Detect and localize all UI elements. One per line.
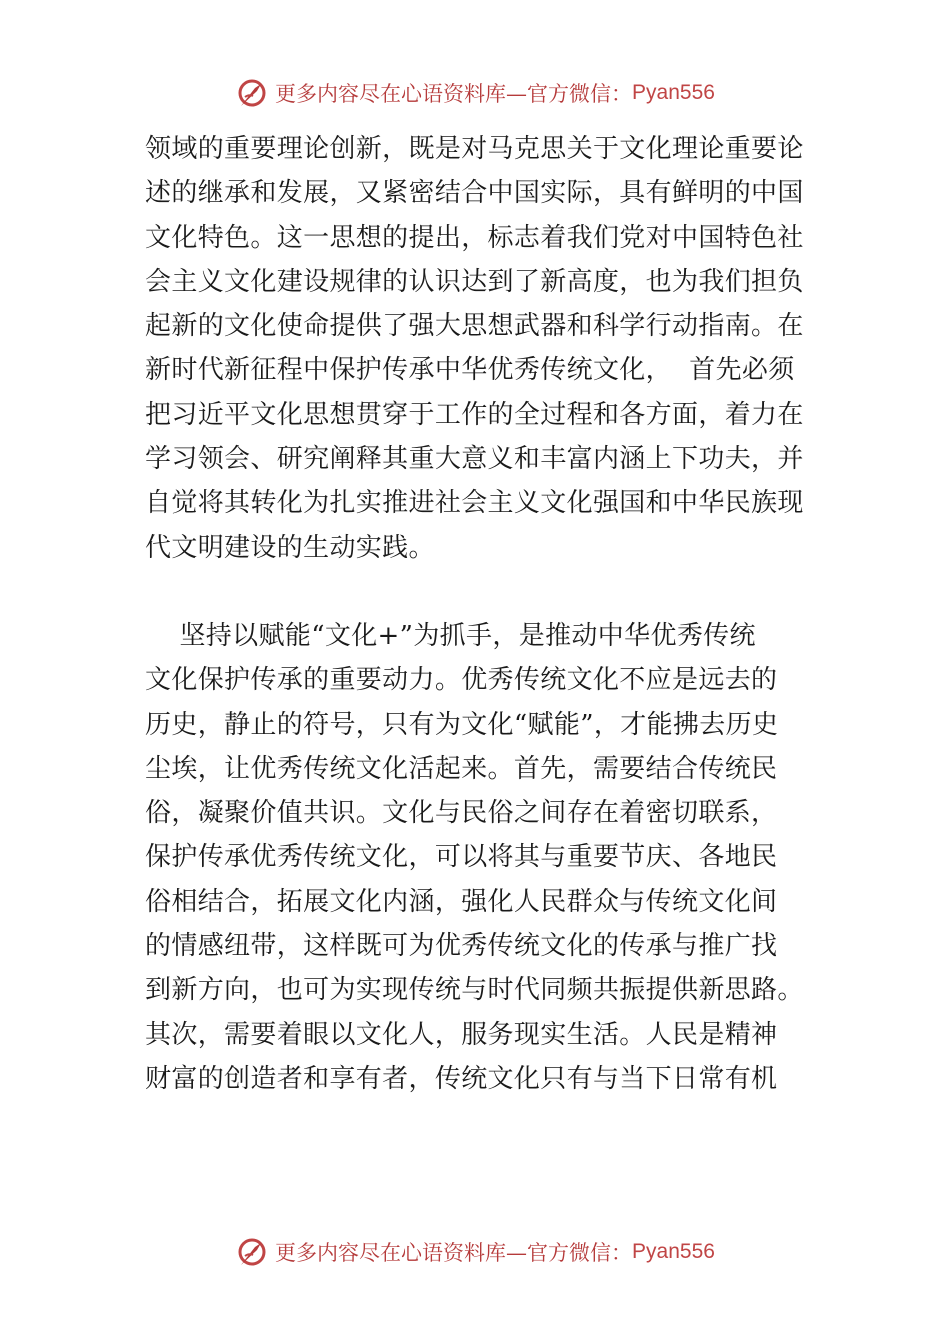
paragraph-2 [145, 614, 835, 1101]
text-line: 会主义文化建设规律的认识达到了新高度，也为我们担负 [145, 266, 804, 297]
text-line: 文化保护传承的重要动力。优秀传统文化不应是远去的 [145, 665, 778, 696]
text-line: 起新的文化使命提供了强大思想武器和科学行动指南。在 [145, 311, 804, 342]
text-line: 自觉将其转化为扎实推进社会主义文化强国和中华民族现 [145, 488, 804, 519]
text-line: 把习近平文化思想贯穿于工作的全过程和各方面，着力在 [145, 399, 804, 430]
brush-logo-icon [235, 76, 269, 110]
text-line: 代文明建设的生动实践。 [145, 532, 435, 563]
footer-banner [0, 1232, 950, 1272]
brush-logo-icon [235, 1235, 269, 1269]
paragraph-gap [145, 570, 835, 614]
document-body [145, 127, 835, 1101]
text-line: 其次，需要着眼以文化人，服务现实生活。人民是精神 [145, 1019, 778, 1050]
text-line: 尘埃，让优秀传统文化活起来。首先，需要结合传统民 [145, 753, 778, 784]
text-line: 俗，凝聚价值共识。文化与民俗之间存在着密切联系， [145, 798, 778, 829]
text-line: 历史，静止的符号，只有为文化“赋能”，才能拂去历史 [145, 709, 779, 740]
text-line: 保护传承优秀传统文化，可以将其与重要节庆、各地民 [145, 842, 778, 873]
footer-banner-text: 更多内容尽在心语资料库—官方微信： [275, 1241, 633, 1265]
text-line: 新时代新征程中保护传承中华优秀传统文化， 首先必须 [145, 355, 795, 386]
paragraph-1 [145, 127, 835, 570]
text-line: 学习领会、研究阐释其重大意义和丰富内涵上下功夫，并 [145, 444, 804, 475]
header-wechat-id: Pyan556 [632, 81, 715, 104]
text-line: 文化特色。这一思想的提出，标志着我们党对中国特色社 [145, 222, 804, 253]
header-banner-text: 更多内容尽在心语资料库—官方微信： [275, 82, 633, 106]
text-line: 俗相结合，拓展文化内涵，强化人民群众与传统文化间 [145, 886, 778, 917]
text-line: 领域的重要理论创新，既是对马克思关于文化理论重要论 [145, 134, 804, 164]
text-line: 到新方向，也可为实现传统与时代同频共振提供新思路。 [145, 975, 804, 1006]
header-banner [0, 73, 950, 113]
text-line: 的情感纽带，这样既可为优秀传统文化的传承与推广找 [145, 931, 778, 962]
footer-wechat-id: Pyan556 [632, 1240, 715, 1263]
text-line: 坚持以赋能“文化+”为抓手，是推动中华优秀传统 [145, 620, 756, 651]
text-line: 述的继承和发展，又紧密结合中国实际，具有鲜明的中国 [145, 178, 804, 209]
text-line: 财富的创造者和享有者，传统文化只有与当下日常有机 [145, 1063, 778, 1094]
